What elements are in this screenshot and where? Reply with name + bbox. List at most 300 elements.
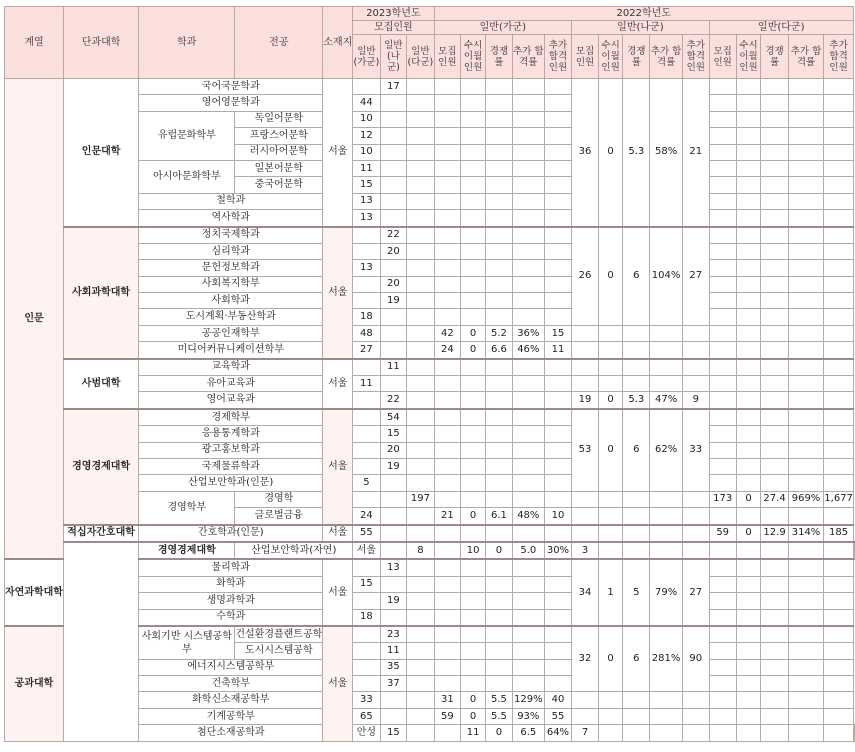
empty-cell (761, 458, 789, 474)
empty-cell (736, 144, 760, 160)
empty-cell (380, 542, 407, 559)
empty-cell (736, 111, 760, 127)
empty-cell (485, 559, 512, 576)
empty-cell (407, 475, 434, 491)
dept-cell: 유럽문화학부 (139, 111, 235, 160)
dept-cell: 첨단소재공학과 (139, 725, 323, 741)
empty-cell (544, 160, 572, 176)
empty-cell (485, 576, 512, 592)
empty-cell (380, 177, 407, 193)
empty-cell (824, 409, 854, 426)
empty-cell (788, 626, 823, 643)
empty-cell (824, 609, 854, 626)
empty-cell (407, 609, 434, 626)
empty-cell (407, 708, 434, 724)
empty-cell (485, 392, 512, 409)
empty-cell (461, 676, 486, 692)
empty-cell (461, 626, 486, 643)
empty-cell (407, 276, 434, 292)
empty-cell (736, 359, 760, 376)
empty-cell (512, 144, 544, 160)
empty-cell (544, 409, 572, 426)
value-cell: 21 (682, 79, 709, 227)
value-cell: 93% (512, 708, 544, 724)
dept-cell: 영어영문학과 (139, 95, 323, 111)
empty-cell (824, 725, 854, 741)
value-cell: 42 (434, 325, 461, 341)
empty-cell (512, 475, 544, 491)
empty-cell (544, 376, 572, 392)
empty-cell (544, 177, 572, 193)
empty-cell (824, 643, 854, 659)
value-cell: 37 (380, 676, 407, 692)
empty-cell (485, 491, 512, 507)
empty-cell (512, 309, 544, 325)
empty-cell (824, 676, 854, 692)
empty-cell (461, 442, 486, 458)
empty-cell (761, 293, 789, 309)
empty-cell (761, 475, 789, 491)
value-cell: 27 (682, 559, 709, 626)
dept-cell: 유아교육과 (139, 376, 323, 392)
empty-cell (709, 193, 736, 209)
empty-cell (485, 609, 512, 626)
major-cell: 글로벌금융 (235, 508, 323, 525)
empty-cell (461, 643, 486, 659)
dept-cell: 생명과학과 (139, 593, 323, 609)
empty-cell (682, 542, 709, 559)
empty-cell (407, 676, 434, 692)
empty-cell (544, 442, 572, 458)
value-cell: 59 (434, 708, 461, 724)
empty-cell (380, 128, 407, 144)
empty-cell (788, 325, 823, 341)
value-cell: 35 (380, 659, 407, 675)
empty-cell (461, 376, 486, 392)
dept-cell: 건축학부 (139, 676, 323, 692)
dept-cell: 교육학과 (139, 359, 323, 376)
empty-cell (407, 79, 434, 95)
empty-cell (353, 79, 380, 95)
empty-cell (461, 609, 486, 626)
empty-cell (434, 293, 461, 309)
value-cell: 5.2 (485, 325, 512, 341)
empty-cell (761, 576, 789, 592)
college-cell: 사범대학 (63, 359, 138, 409)
empty-cell (544, 491, 572, 507)
empty-cell (512, 392, 544, 409)
college-cell: 자연과학대학 (5, 559, 64, 626)
empty-cell (512, 128, 544, 144)
empty-cell (434, 576, 461, 592)
dept-cell: 광고홍보학과 (139, 442, 323, 458)
empty-cell (824, 593, 854, 609)
value-cell: 47% (650, 392, 683, 409)
empty-cell (623, 508, 650, 525)
empty-cell (572, 376, 599, 392)
empty-cell (709, 508, 736, 525)
major-cell: 프랑스어문학 (235, 128, 323, 144)
empty-cell (544, 626, 572, 643)
empty-cell (461, 491, 486, 507)
empty-cell (788, 659, 823, 675)
value-cell: 6 (623, 227, 650, 326)
empty-cell (824, 708, 854, 724)
header-ga-carry: 수시 이월 인원 (461, 35, 486, 79)
empty-cell (512, 160, 544, 176)
empty-cell (761, 160, 789, 176)
empty-cell (788, 260, 823, 276)
empty-cell (761, 593, 789, 609)
value-cell: 104% (650, 227, 683, 326)
empty-cell (512, 409, 544, 426)
dept-cell: 심리학과 (139, 243, 323, 259)
empty-cell (544, 525, 572, 542)
empty-cell (485, 95, 512, 111)
empty-cell (761, 643, 789, 659)
empty-cell (544, 260, 572, 276)
dept-cell: 물리학과 (139, 559, 323, 576)
empty-cell (485, 111, 512, 127)
empty-cell (485, 227, 512, 244)
empty-cell (512, 426, 544, 442)
empty-cell (461, 144, 486, 160)
empty-cell (623, 525, 650, 542)
empty-cell (485, 79, 512, 95)
location-cell: 서울 (353, 542, 380, 559)
empty-cell (512, 659, 544, 675)
empty-cell (434, 128, 461, 144)
empty-cell (461, 559, 486, 576)
empty-cell (650, 491, 683, 507)
empty-cell (461, 309, 486, 325)
empty-cell (824, 376, 854, 392)
empty-cell (434, 376, 461, 392)
empty-cell (761, 676, 789, 692)
value-cell: 15 (544, 325, 572, 341)
empty-cell (709, 609, 736, 626)
empty-cell (407, 359, 434, 376)
empty-cell (485, 243, 512, 259)
header-2023: 2023학년도 (353, 7, 434, 21)
value-cell: 10 (353, 111, 380, 127)
empty-cell (512, 193, 544, 209)
value-cell: 6.1 (485, 508, 512, 525)
empty-cell (461, 160, 486, 176)
value-cell: 173 (709, 491, 736, 507)
value-cell: 5.5 (485, 692, 512, 708)
header-da-recruit: 모집 인원 (709, 35, 736, 79)
empty-cell (709, 243, 736, 259)
empty-cell (434, 593, 461, 609)
empty-cell (788, 593, 823, 609)
value-cell: 5 (353, 475, 380, 491)
empty-cell (824, 659, 854, 675)
value-cell: 33 (682, 409, 709, 491)
empty-cell (434, 458, 461, 474)
empty-cell (353, 643, 380, 659)
header-2023-na: 일반 (나군) (380, 35, 407, 79)
empty-cell (544, 227, 572, 244)
empty-cell (407, 442, 434, 458)
empty-cell (407, 643, 434, 659)
value-cell: 197 (407, 491, 434, 507)
empty-cell (407, 559, 434, 576)
empty-cell (407, 309, 434, 325)
empty-cell (824, 692, 854, 708)
location-cell: 서울 (323, 227, 353, 359)
empty-cell (512, 593, 544, 609)
empty-cell (824, 260, 854, 276)
empty-cell (544, 426, 572, 442)
empty-cell (461, 293, 486, 309)
empty-cell (824, 193, 854, 209)
dept-cell: 정치국제학과 (139, 227, 323, 244)
empty-cell (650, 376, 683, 392)
empty-cell (434, 676, 461, 692)
empty-cell (407, 260, 434, 276)
empty-cell (709, 676, 736, 692)
empty-cell (788, 128, 823, 144)
empty-cell (788, 542, 823, 559)
empty-cell (736, 392, 760, 409)
empty-cell (788, 475, 823, 491)
empty-cell (407, 160, 434, 176)
empty-cell (761, 559, 789, 576)
empty-cell (485, 458, 512, 474)
value-cell: 55 (544, 708, 572, 724)
empty-cell (353, 359, 380, 376)
empty-cell (434, 95, 461, 111)
header-ga-ratio: 경쟁률 (485, 35, 512, 79)
dept-cell: 경제학부 (139, 409, 323, 426)
empty-cell (485, 359, 512, 376)
empty-cell (598, 508, 622, 525)
value-cell: 0 (736, 491, 760, 507)
empty-cell (788, 458, 823, 474)
major-cell: 도시시스템공학 (235, 643, 323, 659)
empty-cell (709, 144, 736, 160)
empty-cell (407, 144, 434, 160)
value-cell: 19 (380, 293, 407, 309)
empty-cell (709, 276, 736, 292)
empty-cell (407, 243, 434, 259)
empty-cell (824, 426, 854, 442)
value-cell: 32 (572, 626, 599, 692)
empty-cell (485, 475, 512, 491)
empty-cell (824, 128, 854, 144)
dept-cell: 화학신소재공학부 (139, 692, 323, 708)
empty-cell (682, 692, 709, 708)
empty-cell (761, 426, 789, 442)
value-cell: 40 (544, 692, 572, 708)
empty-cell (824, 309, 854, 325)
empty-cell (512, 293, 544, 309)
empty-cell (824, 325, 854, 341)
value-cell: 13 (380, 559, 407, 576)
empty-cell (709, 342, 736, 359)
empty-cell (407, 426, 434, 442)
empty-cell (512, 243, 544, 259)
empty-cell (709, 177, 736, 193)
location-cell: 서울 (323, 559, 353, 626)
header-da-addnum: 추가 합격 인원 (824, 35, 854, 79)
empty-cell (434, 193, 461, 209)
location-cell: 서울 (323, 409, 353, 525)
empty-cell (623, 708, 650, 724)
empty-cell (434, 525, 461, 542)
empty-cell (544, 210, 572, 227)
major-cell: 일본어문학 (235, 160, 323, 176)
empty-cell (736, 177, 760, 193)
empty-cell (461, 210, 486, 227)
empty-cell (736, 409, 760, 426)
empty-cell (485, 626, 512, 643)
empty-cell (434, 491, 461, 507)
major-cell: 독일어문학 (235, 111, 323, 127)
empty-cell (485, 276, 512, 292)
value-cell: 27.4 (761, 491, 789, 507)
table-row (5, 409, 855, 426)
empty-cell (353, 426, 380, 442)
header-college: 단과대학 (63, 7, 138, 79)
empty-cell (572, 708, 599, 724)
dept-cell: 사회학과 (139, 293, 323, 309)
major-cell: 중국어문학 (235, 177, 323, 193)
empty-cell (736, 309, 760, 325)
dept-cell: 사회복지학부 (139, 276, 323, 292)
empty-cell (434, 160, 461, 176)
empty-cell (709, 95, 736, 111)
empty-cell (434, 276, 461, 292)
location-cell: 안성 (353, 725, 380, 741)
location-cell: 서울 (323, 525, 353, 542)
empty-cell (788, 576, 823, 592)
header-ga-recruit: 모집 인원 (434, 35, 461, 79)
header-na-carry: 수시 이월 인원 (598, 35, 622, 79)
value-cell: 27 (682, 227, 709, 326)
empty-cell (461, 193, 486, 209)
value-cell: 129% (512, 692, 544, 708)
empty-cell (434, 559, 461, 576)
empty-cell (709, 309, 736, 325)
empty-cell (461, 576, 486, 592)
empty-cell (512, 111, 544, 127)
empty-cell (623, 725, 650, 741)
empty-cell (709, 708, 736, 724)
value-cell: 36 (572, 79, 599, 227)
empty-cell (598, 692, 622, 708)
empty-cell (736, 79, 760, 95)
empty-cell (572, 325, 599, 341)
value-cell: 0 (461, 342, 486, 359)
empty-cell (761, 128, 789, 144)
empty-cell (407, 325, 434, 341)
header-2022-ga: 일반(가군) (434, 21, 572, 35)
empty-cell (572, 508, 599, 525)
empty-cell (434, 609, 461, 626)
empty-cell (485, 260, 512, 276)
location-cell: 서울 (323, 79, 353, 227)
empty-cell (380, 260, 407, 276)
value-cell: 1,677 (824, 491, 854, 507)
empty-cell (709, 692, 736, 708)
empty-cell (485, 593, 512, 609)
empty-cell (407, 692, 434, 708)
college-cell: 경영경제대학 (63, 409, 138, 525)
value-cell: 62% (650, 409, 683, 491)
empty-cell (709, 593, 736, 609)
header-ga-addrate: 추가 합격률 (512, 35, 544, 79)
empty-cell (461, 392, 486, 409)
empty-cell (512, 376, 544, 392)
empty-cell (353, 276, 380, 292)
empty-cell (598, 525, 622, 542)
empty-cell (407, 525, 434, 542)
empty-cell (709, 392, 736, 409)
empty-cell (854, 725, 855, 741)
empty-cell (353, 676, 380, 692)
empty-cell (761, 95, 789, 111)
empty-cell (788, 708, 823, 724)
empty-cell (709, 325, 736, 341)
header-2022-da: 일반(다군) (709, 21, 853, 35)
value-cell: 5.3 (623, 79, 650, 227)
empty-cell (380, 609, 407, 626)
empty-cell (434, 111, 461, 127)
value-cell: 0 (461, 692, 486, 708)
value-cell: 22 (380, 227, 407, 244)
empty-cell (434, 243, 461, 259)
empty-cell (380, 325, 407, 341)
empty-cell (824, 475, 854, 491)
empty-cell (623, 342, 650, 359)
empty-cell (380, 95, 407, 111)
empty-cell (434, 309, 461, 325)
value-cell: 10 (544, 508, 572, 525)
empty-cell (736, 458, 760, 474)
empty-cell (353, 626, 380, 643)
value-cell: 8 (407, 542, 434, 559)
empty-cell (788, 559, 823, 576)
value-cell: 6.6 (485, 342, 512, 359)
empty-cell (650, 342, 683, 359)
dept-cell: 화학과 (139, 576, 323, 592)
value-cell: 6 (623, 626, 650, 692)
value-cell: 53 (572, 409, 599, 491)
empty-cell (544, 392, 572, 409)
value-cell: 44 (353, 95, 380, 111)
empty-cell (824, 342, 854, 359)
empty-cell (407, 725, 434, 741)
dept-cell: 수학과 (139, 609, 323, 626)
empty-cell (598, 708, 622, 724)
empty-cell (761, 276, 789, 292)
empty-cell (788, 144, 823, 160)
empty-cell (380, 342, 407, 359)
value-cell: 19 (380, 593, 407, 609)
header-major: 전공 (235, 7, 323, 79)
empty-cell (380, 193, 407, 209)
empty-cell (709, 426, 736, 442)
empty-cell (407, 409, 434, 426)
empty-cell (709, 376, 736, 392)
empty-cell (353, 458, 380, 474)
empty-cell (353, 392, 380, 409)
value-cell: 31 (434, 692, 461, 708)
empty-cell (407, 111, 434, 127)
value-cell: 18 (353, 609, 380, 626)
